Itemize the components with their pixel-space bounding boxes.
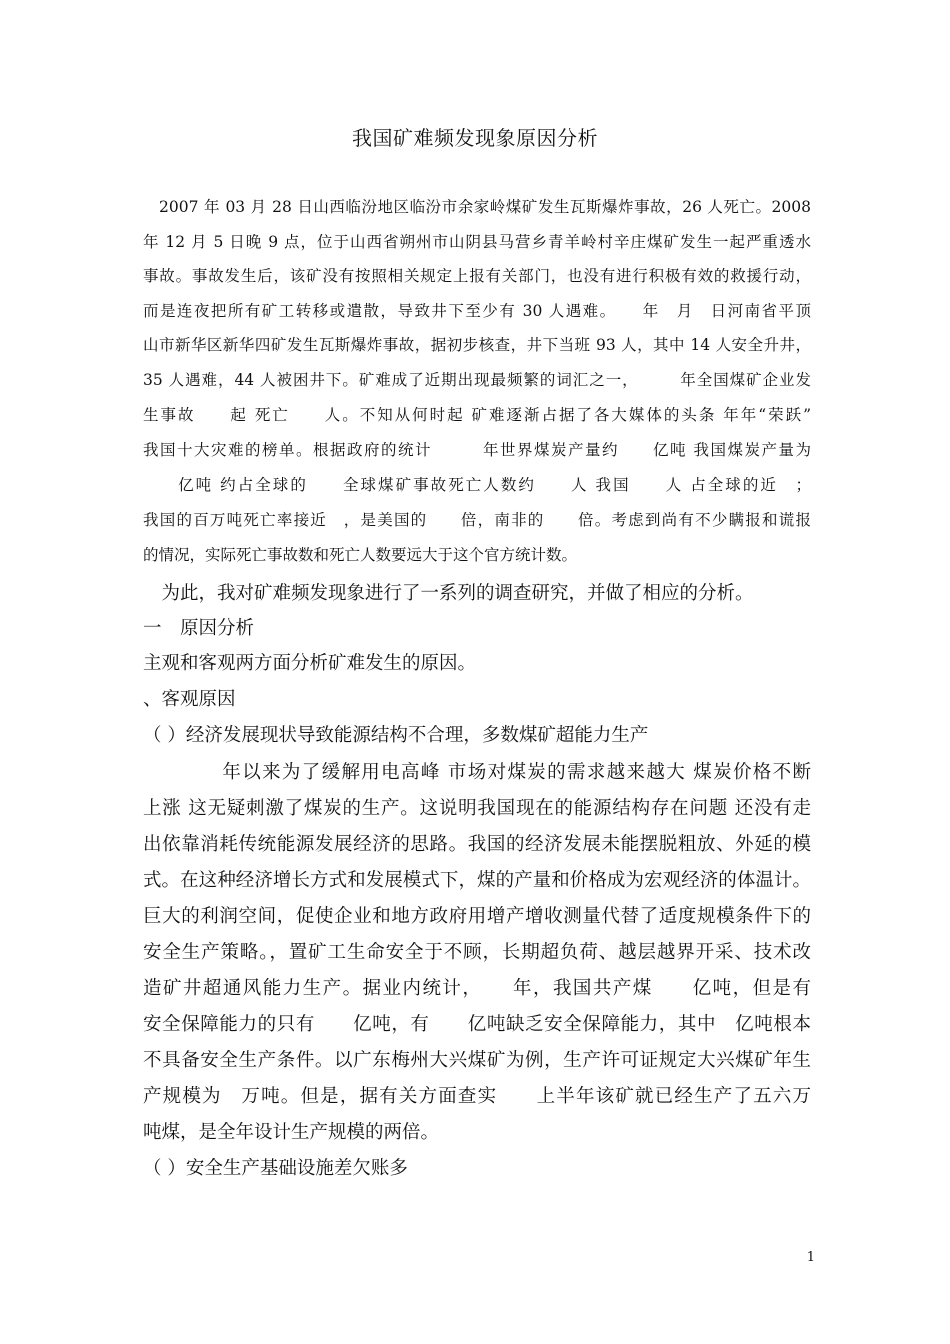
section-heading: 一 原因分析: [143, 618, 255, 639]
paragraph-line: 巨大的利润空间，促使企业和地方政府用增产增收测量代替了适度规模条件下的: [143, 906, 811, 927]
paragraph-line: 出依靠消耗传统能源发展经济的思路。我国的经济发展未能摆脱粗放、外延的模: [143, 834, 811, 855]
paragraph-line: 式。在这种经济增长方式和发展模式下，煤的产量和价格成为宏观经济的体温计。: [143, 870, 811, 891]
list-item-heading: （ ）安全生产基础设施差欠账多: [143, 1158, 408, 1179]
paragraph-line: 产规模为 万吨。但是，据有关方面查实 上半年该矿就已经生产了五六万: [143, 1086, 811, 1107]
paragraph-line: 年以来为了缓解用电高峰 市场对煤炭的需求越来越大 煤炭价格不断: [143, 762, 811, 783]
list-item-heading: （ ）经济发展现状导致能源结构不合理，多数煤矿超能力生产: [143, 725, 649, 746]
document-title: 我国矿难频发现象原因分析: [352, 126, 598, 150]
paragraph-line: 我国十大灾难的榜单。根据政府的统计 年世界煤炭产量约 亿吨 我国煤炭产量为: [143, 441, 811, 459]
paragraph-line: 2007 年 03 月 28 日山西临汾地区临汾市余家岭煤矿发生瓦斯爆炸事故，26 人死亡。2008: [143, 198, 811, 216]
paragraph-line: 而是连夜把所有矿工转移或遣散，导致井下至少有 30 人遇难。 年 月 日河南省平顶: [143, 302, 811, 320]
paragraph-line: 安全生产策略。，置矿工生命安全于不顾，长期超负荷、越层越界开采、技术改: [143, 942, 811, 963]
paragraph-line: 不具备安全生产条件。以广东梅州大兴煤矿为例，生产许可证规定大兴煤矿年生: [143, 1050, 811, 1071]
paragraph-line: 亿吨 约占全球的 全球煤矿事故死亡人数约 人 我国 人 占全球的近 ；: [143, 476, 811, 494]
subsection-heading: 、客观原因: [143, 689, 236, 710]
paragraph-line: 的情况，实际死亡事故数和死亡人数要远大于这个官方统计数。: [143, 546, 578, 564]
paragraph-line: 年 12 月 5 日晚 9 点，位于山西省朔州市山阴县马营乡青羊岭村辛庄煤矿发生一起严重透水: [143, 233, 811, 251]
paragraph-line: 上涨 这无疑刺激了煤炭的生产。这说明我国现在的能源结构存在问题 还没有走: [143, 798, 811, 819]
paragraph-line: 山市新华区新华四矿发生瓦斯爆炸事故，据初步核查，井下当班 93 人，其中 14 人安全升井，: [143, 336, 811, 354]
paragraph-line: 生事故 起 死亡 人。不知从何时起 矿难逐渐占据了各大媒体的头条 年年“荣跃”: [143, 406, 811, 424]
paragraph-line: 我国的百万吨死亡率接近 ，是美国的 倍，南非的 倍。考虑到尚有不少瞒报和谎报: [143, 511, 811, 529]
paragraph-line: 为此，我对矿难频发现象进行了一系列的调查研究，并做了相应的分析。: [143, 583, 754, 604]
paragraph-line: 造矿井超通风能力生产。据业内统计， 年，我国共产煤 亿吨，但是有: [143, 978, 811, 999]
paragraph-line: 主观和客观两方面分析矿难发生的原因。: [143, 653, 477, 674]
paragraph-line: 吨煤，是全年设计生产规模的两倍。: [143, 1122, 440, 1143]
paragraph-line: 35 人遇难，44 人被困井下。矿难成了近期出现最频繁的词汇之一， 年全国煤矿企业发: [143, 371, 811, 389]
paragraph-line: 事故。事故发生后，该矿没有按照相关规定上报有关部门，也没有进行积极有效的救援行动，: [143, 267, 811, 285]
paragraph-line: 安全保障能力的只有 亿吨，有 亿吨缺乏安全保障能力，其中 亿吨根本: [143, 1014, 811, 1035]
page-number: 1: [806, 1250, 815, 1265]
